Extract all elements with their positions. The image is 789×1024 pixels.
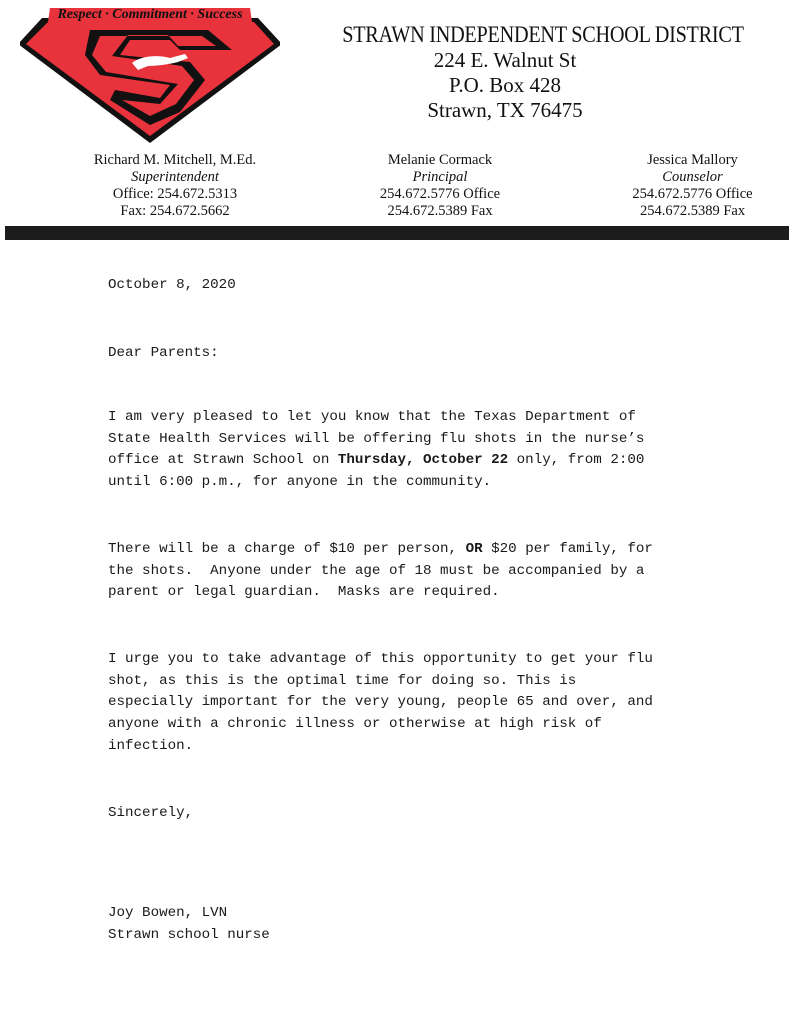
text-line: parent or legal guardian. Masks are required. [108, 584, 500, 601]
text-span: only, from 2:00 [508, 452, 645, 469]
staff-role: Counselor [662, 169, 723, 185]
district-name: STRAWN INDEPENDENT SCHOOL DISTRICT [342, 22, 744, 47]
staff-fax: Fax: 254.672.5662 [120, 203, 230, 219]
logo-motto: Respect · Commitment · Success [57, 7, 243, 22]
staff-name: Jessica Mallory [647, 152, 738, 168]
staff-principal [350, 152, 530, 220]
text-span: office at Strawn School on [108, 452, 338, 469]
letter-closing: Sincerely, [108, 805, 194, 821]
district-city: Strawn, TX 76475 [427, 98, 583, 122]
event-date-emphasis: Thursday, October 22 [337, 452, 509, 469]
paragraph-charges [108, 539, 653, 604]
district-logo [20, 0, 280, 145]
signer-title: Strawn school nurse [108, 927, 270, 943]
staff-name: Richard M. Mitchell, M.Ed. [93, 152, 257, 168]
letter-salutation: Dear Parents: [108, 345, 219, 361]
signer-name: Joy Bowen, LVN [108, 905, 228, 921]
district-header [320, 22, 744, 123]
text-line: State Health Services will be offering flu shots in the nurse’s [108, 430, 645, 447]
text-line [108, 539, 653, 561]
staff-office: Office: 254.672.5313 [112, 186, 238, 202]
text-span: $20 per family, for [482, 541, 653, 557]
district-po-box: P.O. Box 428 [448, 73, 562, 97]
letter-date: October 8, 2020 [108, 277, 236, 293]
staff-role: Superintendent [131, 169, 219, 185]
text-line: I urge you to take advantage of this opportunity to get your flu [108, 651, 653, 667]
text-line: the shots. Anyone under the age of 18 must be accompanied by a [108, 562, 645, 579]
or-emphasis: OR [465, 541, 483, 557]
staff-office: 254.672.5776 Office [632, 186, 753, 202]
paragraph-urge [108, 649, 653, 758]
text-line: infection. [108, 737, 194, 754]
text-line: shot, as this is the optimal time for doing so. This is [108, 672, 577, 689]
text-line: especially important for the very young, people 65 and over, and [108, 694, 653, 711]
paragraph-flu-shots [108, 407, 644, 494]
staff-office: 254.672.5776 Office [379, 186, 501, 202]
text-line [108, 450, 644, 472]
staff-name: Melanie Cormack [387, 152, 493, 168]
text-span: There will be a charge of $10 per person, [108, 541, 466, 557]
text-line: until 6:00 p.m., for anyone in the community. [108, 474, 492, 491]
staff-fax: 254.672.5389 Fax [639, 203, 746, 219]
staff-counselor [600, 152, 785, 220]
text-line: I am very pleased to let you know that the Texas Department of [108, 409, 636, 425]
district-street: 224 E. Walnut St [433, 48, 577, 72]
text-line: anyone with a chronic illness or otherwise at high risk of [108, 716, 602, 733]
header-divider [5, 226, 789, 240]
staff-fax: 254.672.5389 Fax [387, 203, 493, 219]
staff-superintendent [70, 152, 280, 220]
staff-role: Principal [412, 169, 468, 185]
